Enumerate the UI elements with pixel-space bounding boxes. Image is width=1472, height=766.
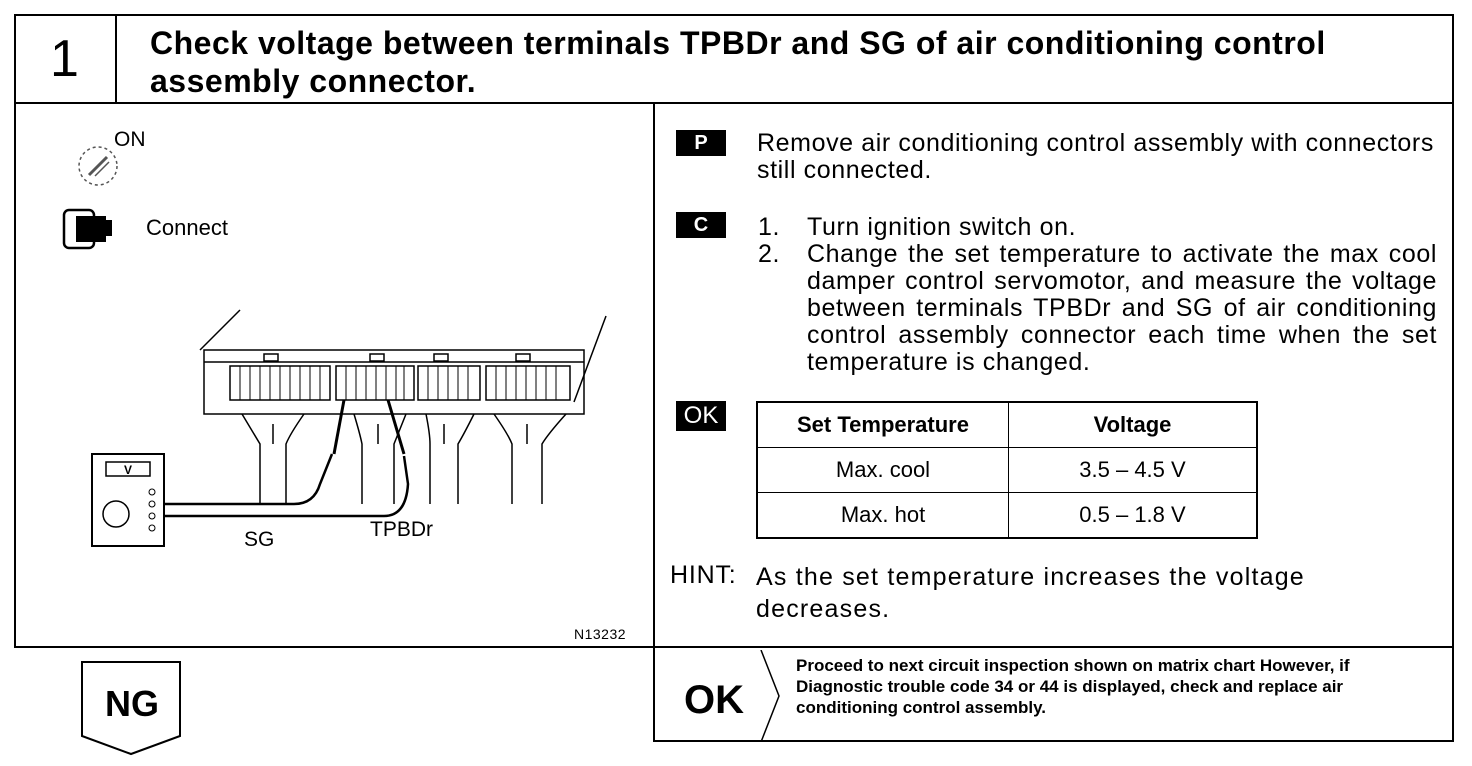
ok-arrow-icon	[755, 650, 785, 742]
ignition-switch-icon	[79, 147, 117, 185]
table-cell: Max. hot	[757, 493, 1009, 539]
check-step-number: 1.	[758, 213, 781, 241]
ok-result-label: OK	[684, 678, 744, 722]
step-title: Check voltage between terminals TPBDr and SG of air conditioning control assembly connector.	[150, 25, 1326, 99]
preparation-text: Remove air conditioning control assembly with connectors still connected.	[757, 129, 1434, 184]
check-step-number: 2.	[758, 240, 781, 268]
figure-id: N13232	[574, 626, 627, 642]
table-header-cell: Voltage	[1009, 402, 1258, 448]
check-step-text: Turn ignition switch on.	[807, 213, 1077, 241]
meter-label: V	[123, 463, 133, 477]
connect-label: Connect	[146, 215, 228, 240]
hint-label: HINT:	[670, 561, 737, 589]
ok-result-note: Proceed to next circuit inspection shown on matrix chart However, if Diagnostic trouble code 34 or 44 is displayed, check and replace air conditioning control assembly.	[796, 656, 1350, 717]
step-number: 1	[14, 14, 117, 104]
ng-result-label: NG	[105, 683, 159, 724]
panel-divider	[653, 102, 655, 742]
connector-harness-illustration	[200, 310, 606, 504]
check-step-text: Change the set temperature to activate the max cool damper control servomotor, and measure the voltage between terminals TPBDr and SG of air conditioning control assembly connector each time when the set temperature is changed.	[807, 240, 1437, 376]
tpbdr-terminal-label: TPBDr	[370, 518, 433, 541]
connector-icon	[64, 210, 112, 248]
hint-text: As the set temperature increases the voltage decreases.	[756, 563, 1305, 623]
ignition-on-label: ON	[114, 128, 146, 151]
table-header-cell: Set Temperature	[757, 402, 1009, 448]
sg-terminal-label: SG	[244, 528, 275, 551]
voltage-spec-table	[756, 401, 1258, 539]
table-cell: 3.5 – 4.5 V	[1009, 448, 1258, 493]
badge-p: P	[676, 130, 726, 156]
table-cell: Max. cool	[757, 448, 1009, 493]
badge-c: C	[676, 212, 726, 238]
table-row	[757, 448, 1257, 493]
badge-ok: OK	[676, 401, 726, 431]
sg-lead	[154, 454, 332, 504]
tpbdr-lead	[154, 456, 408, 516]
table-header-row	[757, 402, 1257, 448]
wiring-figure	[14, 104, 653, 646]
table-row	[757, 493, 1257, 539]
table-cell: 0.5 – 1.8 V	[1009, 493, 1258, 539]
